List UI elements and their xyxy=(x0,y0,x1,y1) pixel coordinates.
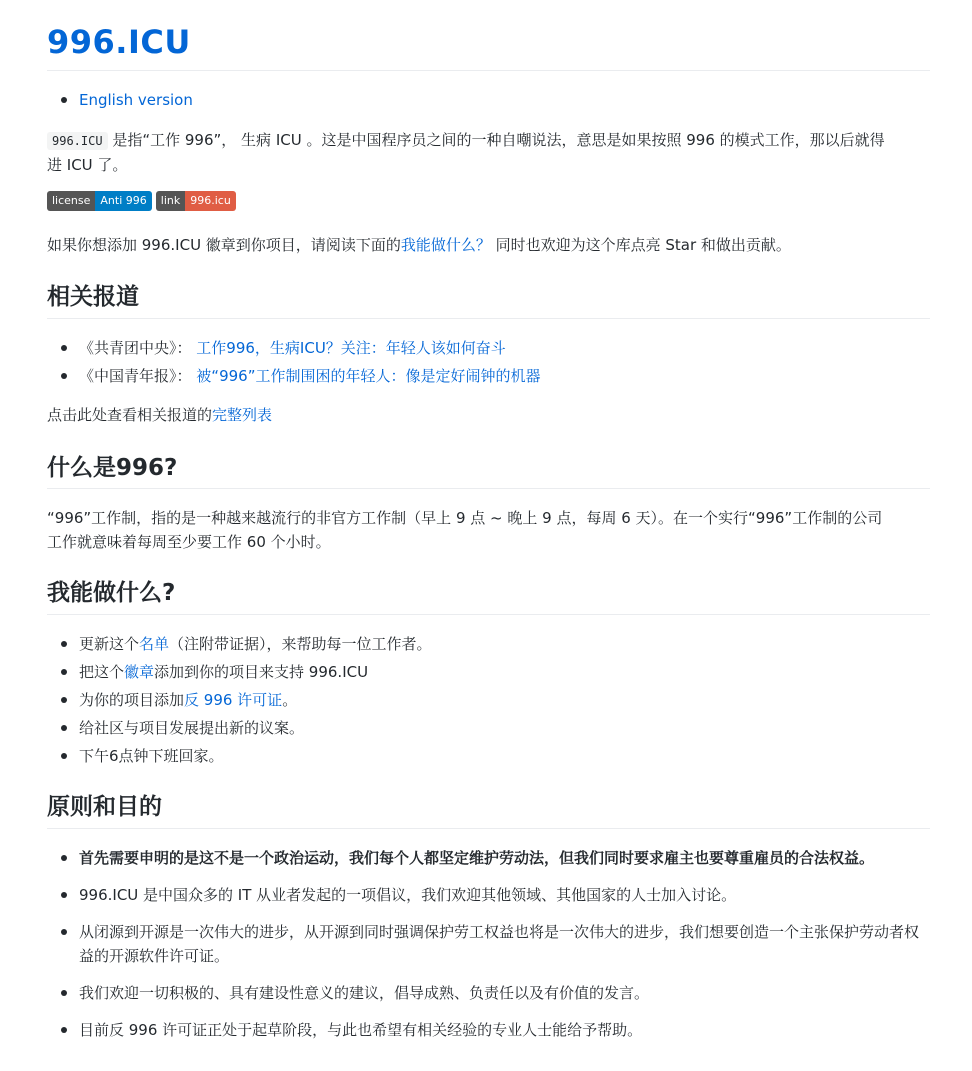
badge-text-before: 如果你想添加 996.ICU 徽章到你项目，请阅读下面的 xyxy=(47,236,401,254)
what-paragraph xyxy=(47,506,927,554)
todo-text: 下午6点钟下班回家。 xyxy=(79,747,224,765)
news-more-paragraph xyxy=(47,403,927,427)
todo-text: 把这个 xyxy=(79,663,125,681)
list-item xyxy=(47,981,930,1005)
what-can-i-do-heading: 我能做什么? xyxy=(47,580,176,606)
todo-text: （注附带证据），来帮助每一位工作者。 xyxy=(169,635,432,653)
badges-row xyxy=(47,191,240,211)
todo-text: 更新这个 xyxy=(79,635,140,653)
title-divider xyxy=(47,70,930,71)
todo-list xyxy=(47,630,930,770)
link-badge[interactable] xyxy=(156,191,236,211)
list-item xyxy=(47,86,930,114)
badge-link[interactable]: 徽章 xyxy=(124,663,155,681)
what-is-996-heading: 什么是996? xyxy=(47,455,178,481)
english-version-link[interactable]: English version xyxy=(79,91,193,109)
page-title[interactable]: 996.ICU xyxy=(47,23,191,61)
principles-heading: 原则和目的 xyxy=(47,794,162,820)
news-list xyxy=(47,334,930,390)
list-item xyxy=(47,334,930,362)
heading-divider xyxy=(47,614,930,615)
roster-link[interactable]: 名单 xyxy=(139,635,170,653)
license-badge[interactable] xyxy=(47,191,152,211)
news-heading: 相关报道 xyxy=(47,284,139,310)
list-item xyxy=(47,686,930,714)
intro-text-1: 是指“工作 996”， 生病 ICU 。这是中国程序员之间的一种自嘲说法，意思是如果按照 996 的模式工作，那以后就得 xyxy=(107,131,885,149)
list-item xyxy=(47,1018,930,1042)
principle-text: 首先需要申明的是这不是一个政治运动，我们每个人都坚定维护劳动法，但我们同时要求雇主也要尊重雇员的合法权益。 xyxy=(79,849,875,867)
list-item xyxy=(47,630,930,658)
heading-divider xyxy=(47,488,930,489)
news-link[interactable]: 工作996，生病ICU？关注：年轻人该如何奋斗 xyxy=(196,339,506,357)
license-link[interactable]: 反 996 许可证 xyxy=(184,691,283,709)
todo-text: 给社区与项目发展提出新的议案。 xyxy=(79,719,305,737)
intro-paragraph xyxy=(47,128,927,177)
list-item xyxy=(47,742,930,770)
principle-text: 从闭源到开源是一次伟大的进步，从开源到同时强调保护劳工权益也将是一次伟大的进步，我们想要创造一个主张保护劳动者权益的开源软件许可证。 xyxy=(79,923,920,965)
principle-text: 996.ICU 是中国众多的 IT 从业者发起的一项倡议，我们欢迎其他领域、其他国家的人士加入讨论。 xyxy=(79,886,737,904)
principle-text: 目前反 996 许可证正处于起草阶段，与此也希望有相关经验的专业人士能给予帮助。 xyxy=(79,1021,643,1039)
news-source: 《共青团中央》： xyxy=(79,339,192,357)
principle-text: 我们欢迎一切积极的、具有建设性意义的建议，倡导成熟、负责任以及有价值的发言。 xyxy=(79,984,650,1002)
badge-label: link xyxy=(156,191,185,211)
list-item xyxy=(47,846,930,870)
intro-list xyxy=(47,86,930,114)
list-item xyxy=(47,362,930,390)
what-text-1: “996”工作制，指的是一种越来越流行的非官方工作制（早上 9 点 ~ 晚上 9 点，每周 6 天）。在一个实行“996”工作制的公司 xyxy=(47,509,883,527)
list-item xyxy=(47,658,930,686)
badge-label: license xyxy=(47,191,95,211)
list-item xyxy=(47,714,930,742)
list-item xyxy=(47,920,930,968)
what-text-2: 工作就意味着每周至少要工作 60 个小时。 xyxy=(47,533,331,551)
badge-message: 996.icu xyxy=(185,191,236,211)
heading-divider xyxy=(47,828,930,829)
full-list-link[interactable]: 完整列表 xyxy=(212,406,273,424)
inline-code: 996.ICU xyxy=(47,132,108,150)
news-source: 《中国青年报》： xyxy=(79,367,192,385)
todo-text: 。 xyxy=(282,691,298,709)
news-link[interactable]: 被“996”工作制围困的年轻人：像是定好闹钟的机器 xyxy=(196,367,541,385)
principles-list xyxy=(47,846,930,1055)
list-item xyxy=(47,883,930,907)
badge-text-after: 同时也欢迎为这个库点亮 Star 和做出贡献。 xyxy=(490,236,791,254)
todo-text: 添加到你的项目来支持 996.ICU xyxy=(154,663,369,681)
todo-text: 为你的项目添加 xyxy=(79,691,185,709)
badge-message: Anti 996 xyxy=(95,191,151,211)
news-more-text: 点击此处查看相关报道的 xyxy=(47,406,213,424)
what-can-i-do-link[interactable]: 我能做什么？ xyxy=(400,236,491,254)
badge-paragraph xyxy=(47,233,927,257)
heading-divider xyxy=(47,318,930,319)
intro-text-2: 进 ICU 了。 xyxy=(47,156,128,174)
